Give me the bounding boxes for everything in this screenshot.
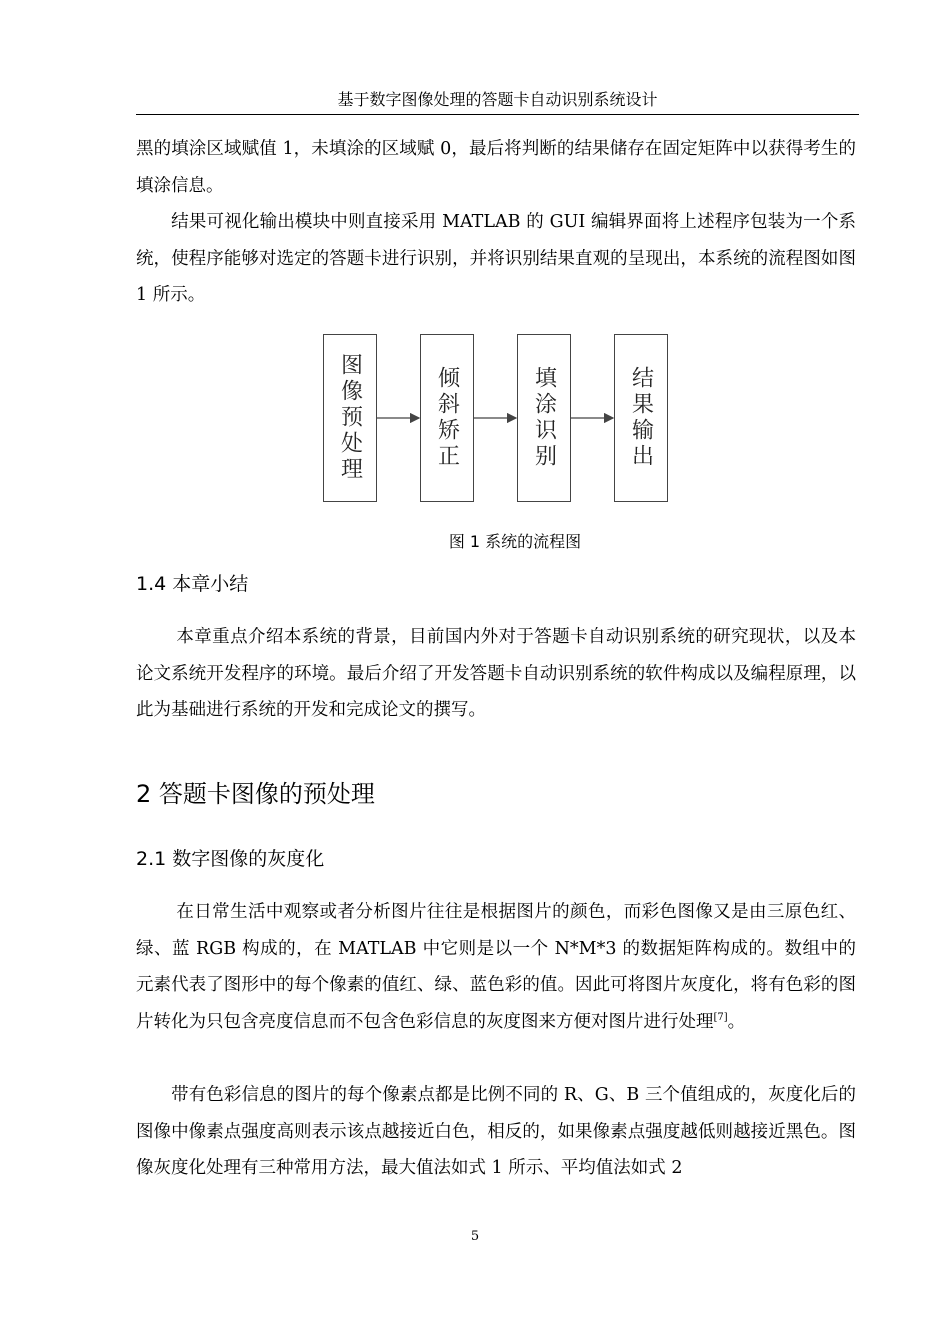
section-heading-2-1: 2.1 数字图像的灰度化: [136, 848, 325, 870]
page-number: 5: [470, 1229, 480, 1244]
flow-step-label: 填涂识别: [531, 366, 557, 470]
flow-step-label: 图像预处理: [337, 353, 363, 483]
flow-step-fill-recognition: [517, 334, 571, 502]
running-header: 基于数字图像处理的答题卡自动识别系统设计: [337, 90, 658, 109]
flowchart: [323, 334, 673, 504]
header-rule: [136, 114, 859, 115]
figure-caption: 图 1 系统的流程图: [448, 532, 582, 551]
intro-paragraph-2-text: 结果可视化输出模块中则直接采用 MATLAB 的 GUI 编辑界面将上述程序包装为一个系统，使程序能够对选定的答题卡进行识别，并将识别结果直观的呈现出，本系统的流程图如图 1 所示。: [136, 212, 856, 305]
intro-paragraph-1-text: 黑的填涂区域赋值 1，未填涂的区域赋 0，最后将判断的结果储存在固定矩阵中以获得考生的填涂信息。: [136, 139, 856, 196]
grayscale-paragraph-2: [136, 1077, 856, 1187]
grayscale-paragraph-2-text: 带有色彩信息的图片的每个像素点都是比例不同的 R、G、B 三个值组成的，灰度化后的图像中像素点强度高则表示该点越接近白色，相反的，如果像素点强度越低则越接近黑色。图像灰度化处理有三种常用方法，最大值法如式 1 所示、平均值法如式 2: [136, 1085, 856, 1178]
section-heading-1-4: 1.4 本章小结: [136, 573, 249, 595]
flow-step-preprocess: [323, 334, 377, 502]
intro-paragraph-1: [136, 131, 856, 204]
paragraph-end-mark: 。: [727, 1011, 746, 1032]
flow-step-label: 倾斜矫正: [434, 366, 460, 470]
summary-paragraph: [136, 619, 856, 729]
summary-paragraph-text: 本章重点介绍本系统的背景，目前国内外对于答题卡自动识别系统的研究现状，以及本论文系统开发程序的环境。最后介绍了开发答题卡自动识别系统的软件构成以及编程原理，以此为基础进行系统的开发和完成论文的撰写。: [136, 627, 856, 720]
grayscale-paragraph-1-text: 在日常生活中观察或者分析图片往往是根据图片的颜色，而彩色图像又是由三原色红、绿、蓝 RGB 构成的，在 MATLAB 中它则是以一个 N*M*3 的数据矩阵构成的。数组中的元素代表了图形中的每个像素的值红、绿、蓝色彩的值。因此可将图片灰度化，将有色彩的图片转化为只包含亮度信息而不包含色彩信息的灰度图来方便对图片进行处理: [136, 902, 856, 1032]
flow-step-label: 结果输出: [628, 366, 654, 470]
chapter-heading-2: 2 答题卡图像的预处理: [136, 780, 375, 808]
flow-step-skew-correction: [420, 334, 474, 502]
grayscale-paragraph-1: [136, 894, 856, 1040]
flow-step-result-output: [614, 334, 668, 502]
intro-paragraph-2: [136, 204, 856, 314]
citation-ref: [7]: [713, 1011, 728, 1023]
